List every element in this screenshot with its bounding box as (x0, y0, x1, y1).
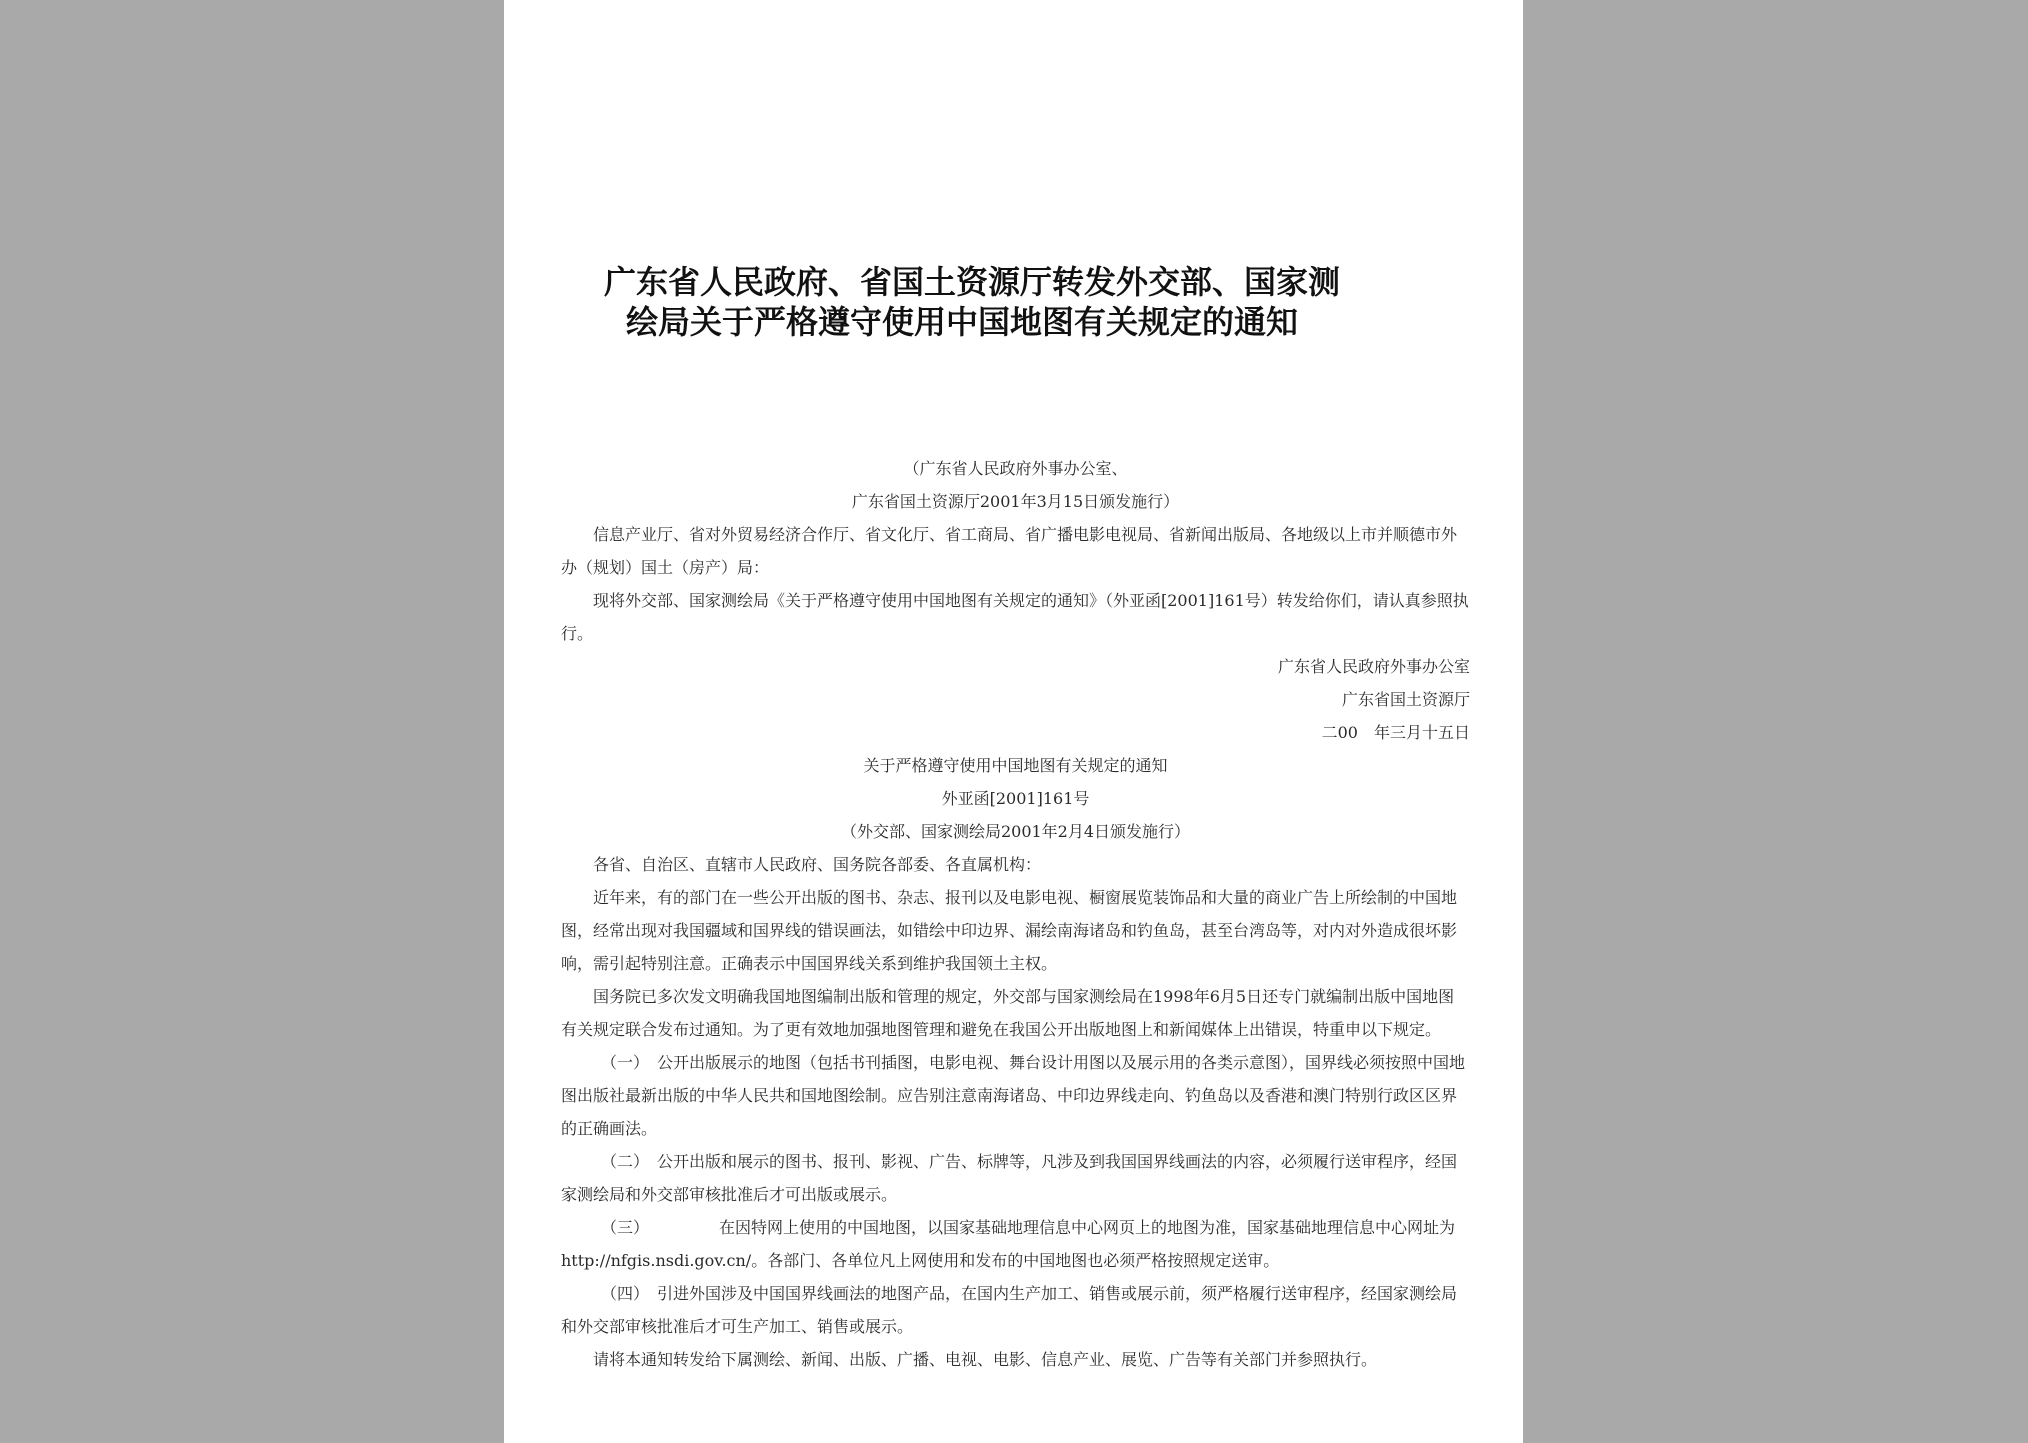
document-title (604, 262, 1464, 342)
closing-paragraph: 请将本通知转发给下属测绘、新闻、出版、广播、电视、电影、信息产业、展览、广告等有关部门并参照执行。 (593, 1350, 1378, 1369)
paragraph-1: 近年来，有的部门在一些公开出版的图书、杂志、报刊以及电影电视、橱窗展览装饰品和大量的商业广告上所绘制的中国地图，经常出现对我国疆域和国界线的错误画法，如错绘中印边界、漏绘南海诸岛和钓鱼岛，甚至台湾岛等，对内对外造成很坏影响，需引起特别注意。正确表示中国国界线关系到维护我国领土主权。 (561, 888, 1458, 973)
document-page (504, 0, 1523, 1443)
forward-paragraph: 现将外交部、国家测绘局《关于严格遵守使用中国地图有关规定的通知》（外亚函[2001]161号）转发给你们，请认真参照执行。 (561, 591, 1469, 643)
item-3-url: http://nfgis.nsdi.gov.cn/ (561, 1251, 752, 1270)
item-1-label: （一） (601, 1053, 642, 1072)
item-1-text: 公开出版展示的地图（包括书刊插图，电影电视、舞台设计用图以及展示用的各类示意图），国界线必须按照中国地图出版社最新出版的中华人民共和国地图绘制。应告别注意南海诸岛、中印边界线走向、钓鱼岛以及香港和澳门特别行政区区界的正确画法。 (561, 1053, 1466, 1138)
item-2-text: 公开出版和展示的图书、报刊、影视、广告、标牌等，凡涉及到我国国界线画法的内容，必须履行送审程序，经国家测绘局和外交部审核批准后才可出版或展示。 (561, 1152, 1458, 1204)
signature-date: 二00 年三月十五日 (1321, 723, 1470, 742)
document-title-line-2: 绘局关于严格遵守使用中国地图有关规定的通知 (626, 303, 1299, 341)
item-3-label: （三） (601, 1218, 650, 1237)
document-body (561, 452, 1470, 1376)
item-4-text: 引进外国涉及中国国界线画法的地图产品，在国内生产加工、销售或展示前，须严格履行送审程序，经国家测绘局和外交部审核批准后才可生产加工、销售或展示。 (561, 1284, 1458, 1336)
signature-org-1: 广东省人民政府外事办公室 (1277, 657, 1470, 676)
sub-issuer: （外交部、国家测绘局2001年2月4日颁发施行） (840, 822, 1191, 841)
paragraph-2: 国务院已多次发文明确我国地图编制出版和管理的规定，外交部与国家测绘局在1998年6月5日还专门就编制出版中国地图有关规定联合发布过通知。为了更有效地加强地图管理和避免在我国公开出版地图上和新闻媒体上出错误，特重申以下规定。 (561, 987, 1455, 1039)
doc-number: 外亚函[2001]161号 (941, 789, 1090, 808)
item-2 (561, 1145, 1470, 1211)
signature-org-2: 广东省国土资源厅 (1341, 690, 1470, 709)
item-4 (561, 1277, 1470, 1343)
document-title-line-1: 广东省人民政府、省国土资源厅转发外交部、国家测 (604, 263, 1341, 301)
sub-recipients: 各省、自治区、直辖市人民政府、国务院各部委、各直属机构： (593, 855, 1042, 874)
sub-notice-title: 关于严格遵守使用中国地图有关规定的通知 (863, 756, 1168, 775)
issuer-line-2: 广东省国土资源厅2001年3月15日颁发施行） (851, 492, 1180, 511)
issuer-line-1: （广东省人民政府外事办公室、 (903, 459, 1128, 478)
recipients-paragraph: 信息产业厅、省对外贸易经济合作厅、省文化厅、省工商局、省广播电影电视局、省新闻出版局、各地级以上市并顺德市外办（规划）国土（房产）局： (561, 525, 1458, 577)
item-1 (561, 1046, 1470, 1145)
item-4-label: （四） (601, 1284, 642, 1303)
item-3-text-b: 。各部门、各单位凡上网使用和发布的中国地图也必须严格按照规定送审。 (751, 1251, 1280, 1270)
item-3 (561, 1211, 1470, 1277)
item-2-label: （二） (601, 1152, 642, 1171)
item-3-text-a: 在因特网上使用的中国地图，以国家基础地理信息中心网页上的地图为准，国家基础地理信息中心网址为 (719, 1218, 1456, 1237)
